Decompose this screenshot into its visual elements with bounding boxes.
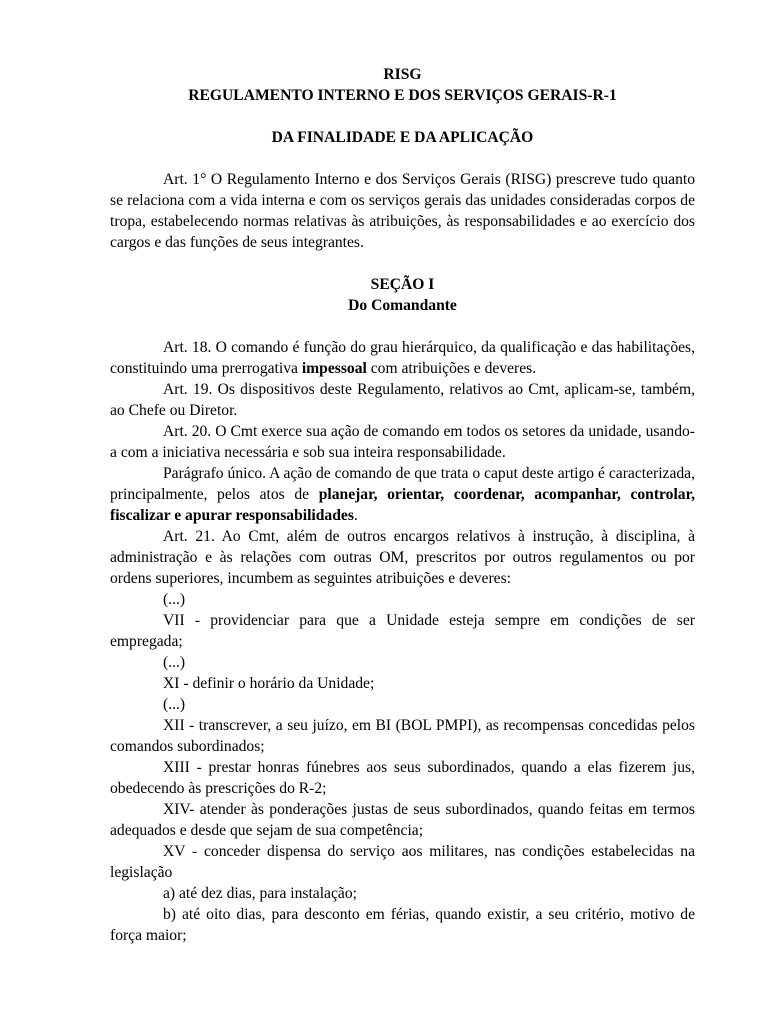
item-vii: VII - providenciar para que a Unidade esteja sempre em condições de ser empregada; [110, 612, 695, 650]
spacer [110, 253, 695, 274]
spacer [110, 148, 695, 169]
article-18-end: com atribuições e deveres. [366, 360, 537, 377]
paragrafo-unico [110, 463, 695, 526]
item-xv-b: b) até oito dias, para desconto em férias, quando existir, a seu critério, motivo de força maior; [110, 906, 695, 944]
paragrafo-unico-end: . [353, 507, 358, 524]
item-xi: XI - definir o horário da Unidade; [163, 675, 375, 692]
article-21: Art. 21. Ao Cmt, além de outros encargos relativos à instrução, à disciplina, à administração e às relações com outras OM, prescritos por outros regulamentos ou por ordens superiores, incumbem as seguintes atribuições e deveres: [110, 528, 695, 587]
ellipsis: (...) [163, 654, 186, 671]
ellipsis: (...) [163, 696, 186, 713]
item-xv-a: a) até dez dias, para instalação; [163, 885, 357, 902]
article-18-text: Art. 18. O comando é função do grau hierárquico, da qualificação e das habilitações, constituindo uma prerrogativa [110, 339, 695, 377]
section-title: SEÇÃO I [370, 276, 435, 293]
paragrafo-unico-text: Parágrafo único. A ação de comando de que trata o caput deste artigo é caracterizada, principalmente, pelos atos de [110, 465, 695, 503]
item-xv: XV - conceder dispensa do serviço aos militares, nas condições estabelecidas na legislação [110, 843, 695, 881]
ellipsis: (...) [163, 591, 186, 608]
paragrafo-unico-bold: planejar, orientar, coordenar, acompanhar, controlar, fiscalizar e apurar responsabilidades [110, 486, 695, 524]
item-xii: XII - transcrever, a seu juízo, em BI (BOL PMPI), as recompensas concedidas pelos comandos subordinados; [110, 717, 695, 755]
document-subtitle: REGULAMENTO INTERNO E DOS SERVIÇOS GERAIS-R-1 [188, 87, 617, 104]
chapter-heading: DA FINALIDADE E DA APLICAÇÃO [271, 129, 534, 146]
spacer [110, 316, 695, 337]
article-18-bold: impessoal [301, 360, 367, 377]
article-18 [110, 337, 695, 379]
spacer [110, 106, 695, 127]
article-19: Art. 19. Os dispositivos deste Regulamento, relativos ao Cmt, aplicam-se, também, ao Chefe ou Diretor. [110, 381, 695, 419]
item-xiii: XIII - prestar honras fúnebres aos seus subordinados, quando a elas fizerem jus, obedecendo às prescrições do R-2; [110, 759, 695, 797]
item-xiv: XIV- atender às ponderações justas de seus subordinados, quando feitas em termos adequados e desde que sejam de sua competência; [110, 801, 695, 839]
article-20: Art. 20. O Cmt exerce sua ação de comando em todos os setores da unidade, usando-a com a iniciativa necessária e sob sua inteira responsabilidade. [110, 423, 695, 461]
section-subtitle: Do Comandante [348, 297, 457, 314]
document-title: RISG [383, 66, 422, 83]
article-1: Art. 1° O Regulamento Interno e dos Serviços Gerais (RISG) prescreve tudo quanto se relaciona com a vida interna e com os serviços gerais das unidades consideradas corpos de tropa, estabelecendo normas relativas às atribuições, às responsabilidades e ao exercício dos cargos e das funções de seus integrantes. [110, 171, 695, 251]
